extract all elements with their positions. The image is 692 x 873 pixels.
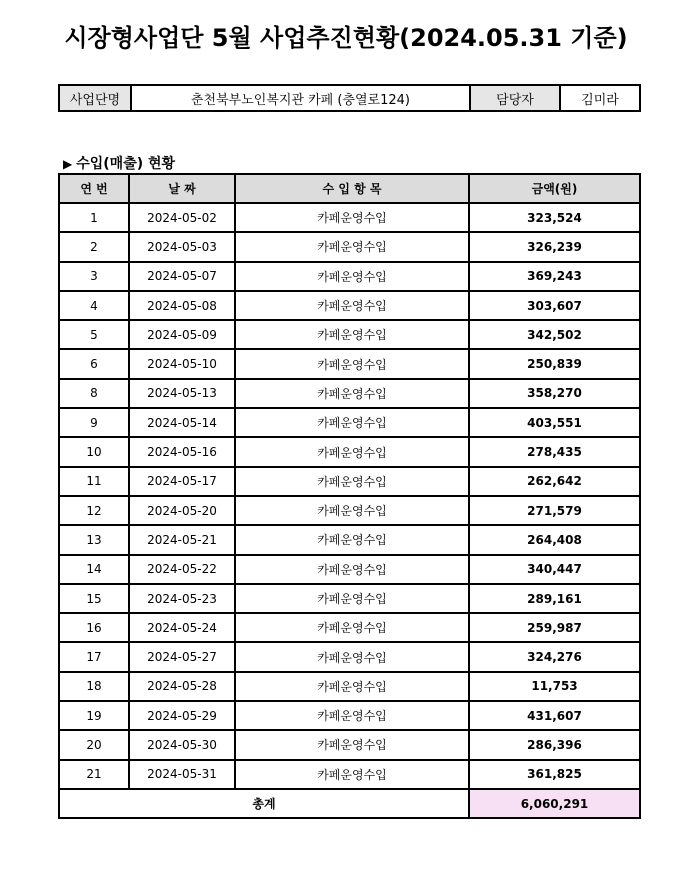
row-item: 카페운영수입 xyxy=(235,262,469,291)
row-item: 카페운영수입 xyxy=(235,642,469,671)
total-label: 총계 xyxy=(59,789,469,818)
row-no: 3 xyxy=(59,262,129,291)
row-no: 14 xyxy=(59,555,129,584)
table-row xyxy=(59,525,640,554)
table-row xyxy=(59,760,640,789)
row-date: 2024-05-27 xyxy=(129,642,235,671)
table-row xyxy=(59,642,640,671)
row-date: 2024-05-22 xyxy=(129,555,235,584)
row-amount: 326,239 xyxy=(469,232,640,261)
row-no: 20 xyxy=(59,730,129,759)
section-heading xyxy=(63,153,175,173)
row-amount: 324,276 xyxy=(469,642,640,671)
row-date: 2024-05-14 xyxy=(129,408,235,437)
row-item: 카페운영수입 xyxy=(235,291,469,320)
row-no: 13 xyxy=(59,525,129,554)
header-no: 연 번 xyxy=(59,174,129,203)
table-row xyxy=(59,320,640,349)
row-item: 카페운영수입 xyxy=(235,701,469,730)
row-item: 카페운영수입 xyxy=(235,467,469,496)
row-amount: 289,161 xyxy=(469,584,640,613)
group-name-value: 춘천북부노인복지관 카페 (충열로124) xyxy=(131,85,470,111)
row-date: 2024-05-23 xyxy=(129,584,235,613)
manager-label: 담당자 xyxy=(470,85,560,111)
manager-value: 김미라 xyxy=(560,85,640,111)
row-amount: 369,243 xyxy=(469,262,640,291)
row-no: 19 xyxy=(59,701,129,730)
row-date: 2024-05-21 xyxy=(129,525,235,554)
table-row xyxy=(59,701,640,730)
row-item: 카페운영수입 xyxy=(235,730,469,759)
row-no: 8 xyxy=(59,379,129,408)
row-amount: 340,447 xyxy=(469,555,640,584)
row-amount: 264,408 xyxy=(469,525,640,554)
row-item: 카페운영수입 xyxy=(235,555,469,584)
row-amount: 323,524 xyxy=(469,203,640,232)
row-no: 17 xyxy=(59,642,129,671)
triangle-right-icon: ▶ xyxy=(63,157,73,171)
table-row xyxy=(59,291,640,320)
row-item: 카페운영수입 xyxy=(235,408,469,437)
table-row xyxy=(59,379,640,408)
row-amount: 361,825 xyxy=(469,760,640,789)
table-row xyxy=(59,232,640,261)
row-date: 2024-05-24 xyxy=(129,613,235,642)
row-amount: 278,435 xyxy=(469,437,640,466)
row-item: 카페운영수입 xyxy=(235,203,469,232)
row-date: 2024-05-09 xyxy=(129,320,235,349)
header-date: 날 짜 xyxy=(129,174,235,203)
row-item: 카페운영수입 xyxy=(235,437,469,466)
total-value: 6,060,291 xyxy=(469,789,640,818)
row-no: 15 xyxy=(59,584,129,613)
row-item: 카페운영수입 xyxy=(235,760,469,789)
table-row xyxy=(59,730,640,759)
row-item: 카페운영수입 xyxy=(235,232,469,261)
row-item: 카페운영수입 xyxy=(235,584,469,613)
page-title: 시장형사업단 5월 사업추진현황(2024.05.31 기준) xyxy=(64,24,628,52)
table-row xyxy=(59,672,640,701)
row-date: 2024-05-08 xyxy=(129,291,235,320)
row-date: 2024-05-29 xyxy=(129,701,235,730)
table-row xyxy=(59,613,640,642)
header-amount: 금액(원) xyxy=(469,174,640,203)
row-no: 16 xyxy=(59,613,129,642)
header-item: 수 입 항 목 xyxy=(235,174,469,203)
row-date: 2024-05-20 xyxy=(129,496,235,525)
row-amount: 250,839 xyxy=(469,349,640,378)
row-no: 5 xyxy=(59,320,129,349)
row-date: 2024-05-02 xyxy=(129,203,235,232)
row-no: 1 xyxy=(59,203,129,232)
row-date: 2024-05-16 xyxy=(129,437,235,466)
row-no: 2 xyxy=(59,232,129,261)
table-header-row xyxy=(59,174,640,203)
total-row xyxy=(59,789,640,818)
row-date: 2024-05-28 xyxy=(129,672,235,701)
table-row xyxy=(59,496,640,525)
table-row xyxy=(59,555,640,584)
revenue-table xyxy=(58,173,641,819)
row-no: 12 xyxy=(59,496,129,525)
row-amount: 271,579 xyxy=(469,496,640,525)
row-amount: 342,502 xyxy=(469,320,640,349)
table-row xyxy=(59,437,640,466)
row-no: 11 xyxy=(59,467,129,496)
row-no: 9 xyxy=(59,408,129,437)
row-no: 4 xyxy=(59,291,129,320)
row-amount: 303,607 xyxy=(469,291,640,320)
table-row xyxy=(59,349,640,378)
row-item: 카페운영수입 xyxy=(235,379,469,408)
row-no: 6 xyxy=(59,349,129,378)
row-no: 10 xyxy=(59,437,129,466)
info-table xyxy=(58,84,641,112)
table-row xyxy=(59,584,640,613)
row-amount: 358,270 xyxy=(469,379,640,408)
row-item: 카페운영수입 xyxy=(235,349,469,378)
row-no: 18 xyxy=(59,672,129,701)
row-no: 21 xyxy=(59,760,129,789)
row-amount: 11,753 xyxy=(469,672,640,701)
row-amount: 431,607 xyxy=(469,701,640,730)
row-item: 카페운영수입 xyxy=(235,320,469,349)
row-amount: 262,642 xyxy=(469,467,640,496)
row-amount: 403,551 xyxy=(469,408,640,437)
row-item: 카페운영수입 xyxy=(235,525,469,554)
group-name-label: 사업단명 xyxy=(59,85,131,111)
row-date: 2024-05-13 xyxy=(129,379,235,408)
row-date: 2024-05-10 xyxy=(129,349,235,378)
row-date: 2024-05-17 xyxy=(129,467,235,496)
table-row xyxy=(59,408,640,437)
table-row xyxy=(59,203,640,232)
table-row xyxy=(59,467,640,496)
row-date: 2024-05-07 xyxy=(129,262,235,291)
row-item: 카페운영수입 xyxy=(235,613,469,642)
row-item: 카페운영수입 xyxy=(235,672,469,701)
row-item: 카페운영수입 xyxy=(235,496,469,525)
table-row xyxy=(59,262,640,291)
row-amount: 286,396 xyxy=(469,730,640,759)
row-date: 2024-05-31 xyxy=(129,760,235,789)
row-date: 2024-05-30 xyxy=(129,730,235,759)
section-title: 수입(매출) 현황 xyxy=(76,156,176,172)
row-date: 2024-05-03 xyxy=(129,232,235,261)
row-amount: 259,987 xyxy=(469,613,640,642)
